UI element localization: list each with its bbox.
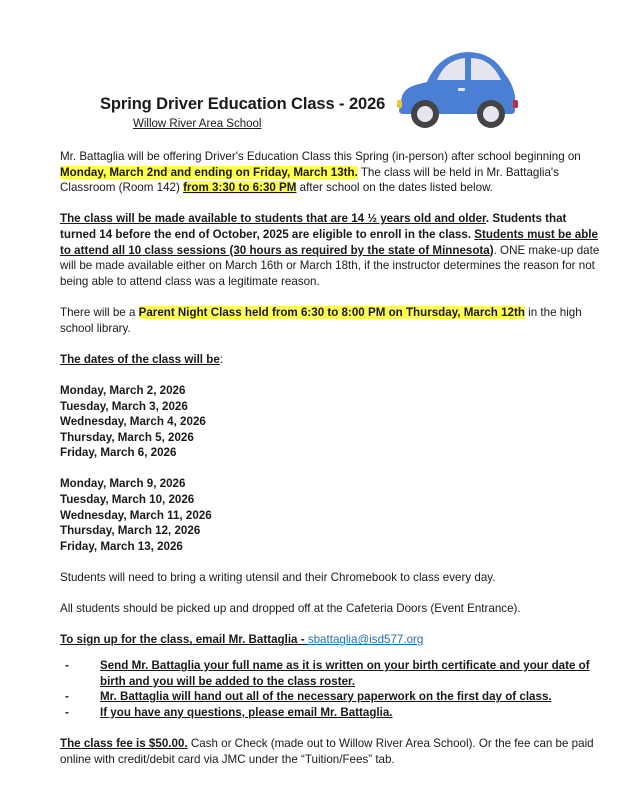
attendance-requirement: Students must be able to attend all 10 class sessions (30 hours as required by the state of Minnesota) — [60, 227, 598, 257]
dates-week-1 — [60, 383, 600, 461]
dates-heading-colon: : — [219, 352, 224, 366]
school-name: Willow River Area School — [133, 118, 262, 130]
fee-amount: The class fee is $50.00. — [60, 736, 188, 750]
intro-text-2: The class will be held in Mr. Battaglia's Classroom (Room 142) — [60, 165, 559, 195]
supplies-paragraph: Students will need to bring a writing utensil and their Chromebook to class every day. — [60, 571, 496, 585]
date-item: Monday, March 2, 2026 — [60, 383, 186, 397]
pickup-paragraph: All students should be picked up and dropped off at the Cafeteria Doors (Event Entrance). — [60, 602, 521, 616]
intro-paragraph — [60, 149, 600, 196]
age-details: . Students that turned 14 before the end of October, 2025 are eligible to enroll in the class. — [60, 212, 567, 241]
date-item: Thursday, March 12, 2026 — [60, 524, 201, 538]
date-item: Friday, March 13, 2026 — [60, 539, 183, 553]
car-icon — [393, 44, 525, 134]
instruction-text: If you have any questions, please email Mr. Battaglia. — [100, 705, 393, 719]
date-item: Wednesday, March 11, 2026 — [60, 508, 212, 522]
signup-label: To sign up for the class, email Mr. Battaglia - — [60, 633, 308, 647]
parent-night-text: There will be a — [60, 305, 139, 319]
date-item: Monday, March 9, 2026 — [60, 477, 186, 491]
age-requirement: The class will be made available to students that are 14 ½ years old and older — [60, 212, 486, 226]
parent-night-paragraph — [60, 305, 600, 336]
eligibility-paragraph — [60, 211, 600, 289]
date-item: Wednesday, March 4, 2026 — [60, 415, 206, 429]
instruction-item — [60, 689, 600, 705]
signup-instructions — [60, 658, 600, 720]
dates-heading — [60, 352, 600, 368]
email-link[interactable]: sbattaglia@isd577.org — [307, 633, 424, 647]
instruction-item — [60, 658, 600, 689]
intro-text: Mr. Battaglia will be offering Driver's Education Class this Spring (in-person) after school beginning on — [60, 150, 581, 163]
bullet-dash: - — [65, 659, 69, 672]
date-item: Thursday, March 5, 2026 — [60, 430, 194, 444]
class-time-highlight: from 3:30 to 6:30 PM — [183, 181, 297, 195]
instruction-item — [60, 705, 600, 721]
parent-night-highlight: Parent Night Class held from 6:30 to 8:00 PM on Thursday, March 12th — [138, 305, 525, 319]
fee-paragraph — [60, 736, 600, 767]
bullet-dash: - — [65, 705, 69, 719]
class-dates-highlight: Monday, March 2nd and ending on Friday, March 13th. — [60, 165, 358, 179]
date-item: Tuesday, March 3, 2026 — [60, 399, 188, 413]
date-item: Friday, March 6, 2026 — [60, 446, 177, 460]
dates-heading-text: The dates of the class will be — [60, 352, 220, 366]
parent-night-text-2: in the high school library. — [60, 305, 582, 335]
dates-week-2 — [60, 476, 600, 554]
fee-details: Cash or Check (made out to Willow River Area School). Or the fee can be paid online with credit/debit card via JMC under the “Tuition/Fees” tab. — [60, 736, 594, 766]
makeup-info: . ONE make-up date will be made available either on March 16th or March 18th, if the instructor determines the reason for not being able to attend class was a legitimate reason. — [60, 243, 600, 288]
intro-text-3: after school on the dates listed below. — [296, 181, 494, 195]
page-title: Spring Driver Education Class - 2026 — [100, 95, 386, 113]
bullet-dash: - — [65, 690, 69, 704]
date-item: Tuesday, March 10, 2026 — [60, 493, 195, 507]
document-body — [60, 149, 600, 783]
signup-paragraph — [60, 632, 600, 648]
instruction-text: Send Mr. Battaglia your full name as it is written on your birth certificate and your date of birth and you will be added to the class roster. — [100, 659, 590, 688]
instruction-text: Mr. Battaglia will hand out all of the necessary paperwork on the first day of class. — [100, 690, 552, 704]
